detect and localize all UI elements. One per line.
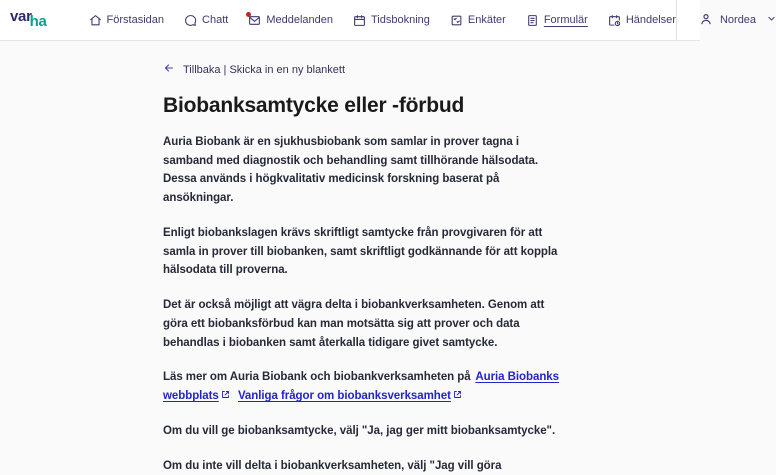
paragraph-refusal: Det är också möjligt att vägra delta i biobankverksamheten. Genom att göra ett biobanksförbud kan man motsätta sig att prover och data behandlas i biobanken samt återkalla tidigare givet samtycke.	[163, 299, 545, 349]
nav-label: Meddelanden	[266, 14, 333, 26]
auria-website-link-label: Auria Biobanks webbplats	[163, 371, 559, 403]
chevron-down-icon	[767, 14, 776, 26]
calendar-clock-icon	[608, 14, 621, 27]
user-menu[interactable]	[699, 12, 776, 29]
body-copy	[163, 133, 563, 475]
nav-item-forstasidan[interactable]	[89, 14, 164, 27]
top-navigation-bar	[0, 0, 757, 41]
nav-label: Formulär	[543, 14, 588, 26]
back-link[interactable]	[163, 62, 345, 77]
paragraph-consent-instruction: Om du vill ge biobanksamtycke, välj "Ja, jag ger mitt biobanksamtycke".	[163, 424, 556, 437]
read-more-prefix: Läs mer om Auria Biobank och biobankverksamheten på	[163, 371, 471, 384]
paragraph-consent-law: Enligt biobankslagen krävs skriftligt samtycke från provgivaren för att samla in prover till biobanken, samt skriftligt godkännande för att koppla hälsodata till proverna.	[163, 226, 558, 277]
nav-item-meddelanden[interactable]	[248, 14, 333, 27]
logo-text-secondary: ha	[29, 13, 47, 30]
logo-text-primary: var	[10, 8, 32, 25]
nav-item-handelser[interactable]	[608, 14, 676, 27]
nav-item-formular[interactable]	[526, 14, 588, 27]
page-title: Biobanksamtycke eller -förbud	[163, 94, 465, 117]
paragraph-intro: Auria Biobank är en sjukhusbiobank som samlar in prover tagna i samband med diagnostik och behandling samt tillhörande hälsodata. Dessa används i högkvalitativ medicinsk forskning baserat på ansökningar.	[163, 136, 539, 205]
paragraph-read-more	[163, 368, 563, 405]
user-icon	[699, 12, 713, 29]
envelope-icon	[248, 14, 261, 27]
varha-logo[interactable]	[10, 9, 49, 31]
nav-label: Enkäter	[467, 14, 506, 26]
external-link-icon	[221, 387, 230, 406]
back-link-label: Tillbaka | Skicka in en ny blankett	[183, 63, 346, 76]
header-divider	[676, 0, 677, 40]
nav-label: Händelser	[625, 14, 676, 26]
nav-label: Tidsbokning	[370, 14, 430, 26]
main-nav	[89, 14, 676, 27]
home-icon	[89, 14, 102, 27]
header-right	[676, 0, 776, 40]
chat-icon	[184, 14, 197, 27]
main-content	[0, 41, 700, 475]
nav-item-chatt[interactable]	[184, 14, 228, 27]
arrow-left-icon	[163, 62, 175, 77]
paragraph-refusal-instruction: Om du inte vill delta i biobankverksamheten, välj "Jag vill göra	[163, 459, 502, 472]
nav-item-enkater[interactable]	[450, 14, 506, 27]
user-name: Nordea	[719, 14, 757, 26]
nav-label: Förstasidan	[106, 14, 165, 26]
document-icon	[526, 14, 539, 27]
notification-dot	[246, 12, 251, 17]
faq-link[interactable]	[238, 390, 451, 402]
calendar-icon	[353, 14, 366, 27]
nav-label: Chatt	[202, 14, 229, 26]
survey-icon	[450, 14, 463, 27]
faq-link-label: Vanliga frågor om biobanksverksamhet	[237, 390, 451, 403]
nav-item-tidsbokning[interactable]	[353, 14, 430, 27]
external-link-icon	[453, 387, 462, 406]
